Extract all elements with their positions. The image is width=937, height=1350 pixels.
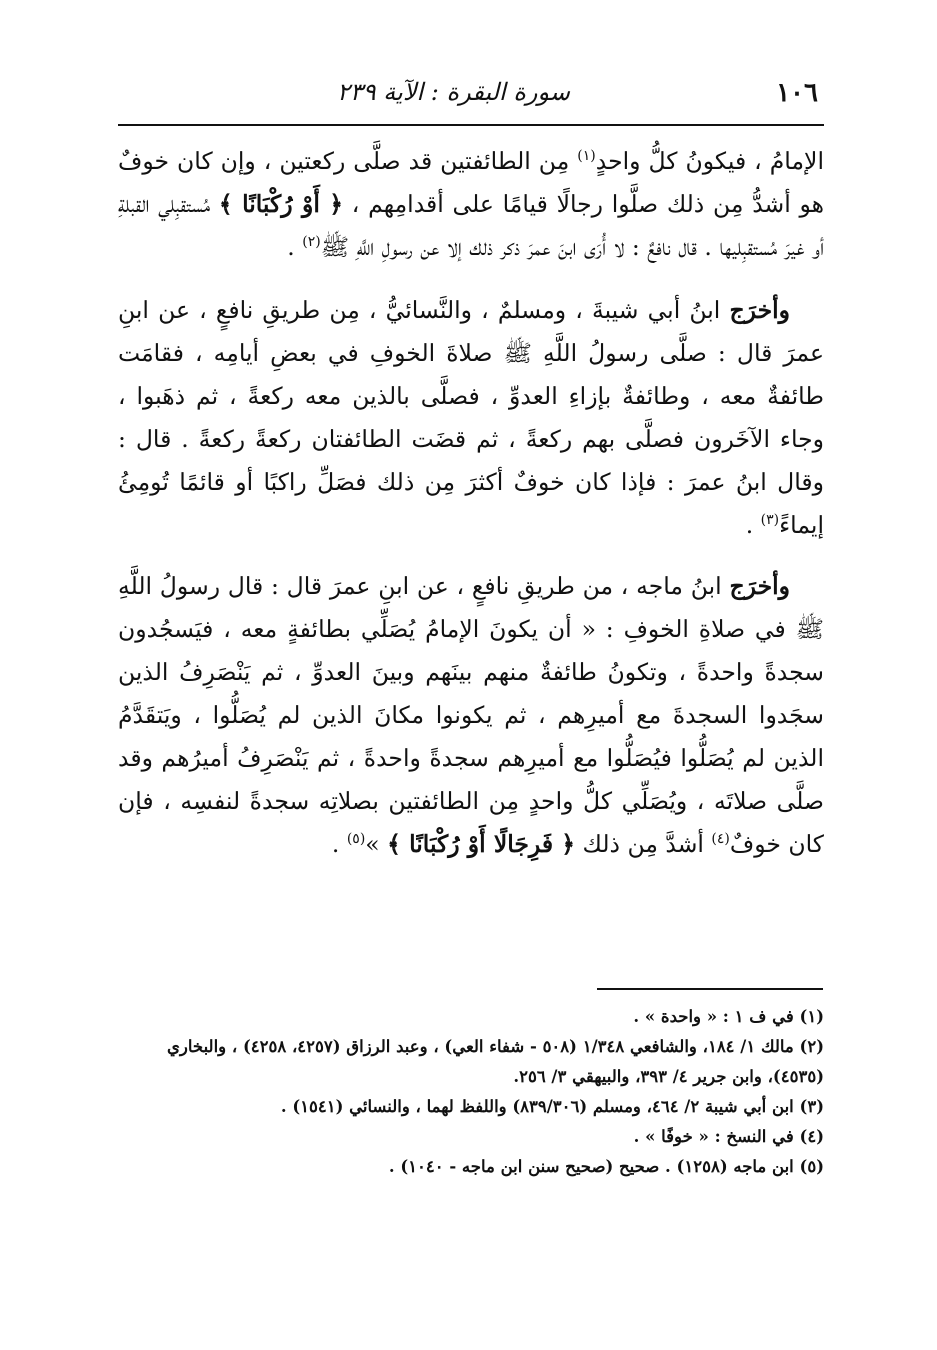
quran-quote: ﴿ فَرِجَالًا أَوْ رُكْبَانًا ﴾ <box>387 830 576 858</box>
paragraph-text: . <box>745 511 761 539</box>
lead-word: وأخرَج <box>729 572 790 600</box>
footnote-3: (٣) ابن أبي شيبة ٢/ ٤٦٤، ومسلم (٨٣٩/٣٠٦) واللفظ لهما ، والنسائي (١٥٤١) . <box>280 1097 824 1116</box>
paragraph-text: مُستقبِلي القبلةِ أو غيرَ مُستقبِليها . قال نافعٌ : لا أُرَى ابنَ عمرَ ذكر ذلك إلا عن رسولِ اللَّهِ ﷺ <box>118 190 824 261</box>
paragraph-text: » <box>365 830 388 858</box>
paragraph-text: الإمامُ ، فيكونُ كلُّ واحدٍ <box>595 147 824 175</box>
footnote-rule <box>597 988 823 990</box>
footnote-ref-2: (٢) <box>302 234 321 251</box>
footnote-1: (١) في ف ١ : « واحدة » . <box>633 1007 824 1026</box>
page-number: ١٠٦ <box>776 78 818 108</box>
quran-quote: ﴿ أَوْ رُكْبَانًا ﴾ <box>218 190 344 218</box>
footnote-ref-3: (٣) <box>760 512 780 529</box>
running-title: سورة البقرة : الآية ٢٣٩ <box>336 78 570 106</box>
header-rule <box>118 124 824 126</box>
footnote-ref-4: (٤) <box>711 831 730 848</box>
paragraph-2 <box>118 289 824 547</box>
footnote-ref-5: (٥) <box>346 831 366 848</box>
paragraph-text: أشدَّ مِن ذلك <box>575 830 712 858</box>
footnote-ref-1: (١) <box>577 148 596 165</box>
paragraph-text: . <box>287 233 303 261</box>
paragraph-3 <box>118 565 824 866</box>
main-text <box>118 140 824 884</box>
paragraph-text: ابنُ ماجه ، من طريقِ نافعٍ ، عن ابنِ عمرَ قال : قال رسولُ اللَّهِ ﷺ في صلاةِ الخوفِ : « أن يكونَ الإمامُ يُصَلِّي بطائفةٍ معه ، فيَسجُدون سجدةً واحدةً ، وتكونُ طائفةٌ منهم بينَهم وبينَ العدوِّ ، ثم يَنْصَرِفُ الذين سجَدوا السجدةَ مع أميرِهم ، ثم يكونوا مكانَ الذين لم يُصَلُّوا ، ويَتقَدَّمُ الذين لم يُصَلُّوا فيُصَلُّوا مع أميرِهم سجدةً واحدةً ، ثم يَنْصَرِفُ أميرُهم وقد صلَّى صلاتَه ، ويُصَلِّي كلُّ واحدٍ مِن الطائفتين بصلاتِه سجدةً لنفسِه ، فإن كان خوفٌ <box>118 572 824 858</box>
lead-word: وأخرَج <box>729 296 790 324</box>
paragraph-text: . <box>331 830 347 858</box>
footnotes <box>118 1002 824 1182</box>
paragraph-text: مِن الطائفتين قد صلَّى ركعتين ، وإن كان خوفٌ هو أشدُّ مِن ذلك صلَّوا رجالًا قيامًا على أقدامِهم ، <box>118 147 824 218</box>
footnote-4: (٤) في النسخ : « خوفًا » . <box>633 1127 824 1146</box>
page-header <box>118 72 820 118</box>
paragraph-text: ابنُ أبي شيبةَ ، ومسلمٌ ، والنَّسائيُّ ، مِن طريقِ نافعٍ ، عن ابنِ عمرَ قال : صلَّى رسولُ اللَّهِ ﷺ صلاةَ الخوفِ في بعضِ أيامِه ، فقامَت طائفةٌ معه ، وطائفةٌ بإزاءِ العدوِّ ، فصلَّى بالذين معه ركعةً ، ثم ذهَبوا ، وجاء الآخَرون فصلَّى بهم ركعةً ، ثم قضَت الطائفتان ركعةً ركعةً . قال : وقال ابنُ عمرَ : فإذا كان خوفٌ أكثرَ مِن ذلك فصَلِّ راكبًا أو قائمًا تُومِئُ إيماءً <box>118 296 824 539</box>
footnote-2: (٢) مالك ١/ ١٨٤، والشافعي ١/٣٤٨ (٥٠٨ - شفاء العي) ، وعبد الرزاق (٤٢٥٧، ٤٢٥٨) ، والبخاري (٤٥٣٥)، وابن جرير ٤/ ٣٩٣، والبيهقي ٣/ ٢٥٦. <box>167 1037 824 1086</box>
paragraph-1 <box>118 140 824 269</box>
footnote-5: (٥) ابن ماجه (١٢٥٨) . صحيح (صحيح سنن ابن ماجه - ١٠٤٠) . <box>388 1157 824 1176</box>
